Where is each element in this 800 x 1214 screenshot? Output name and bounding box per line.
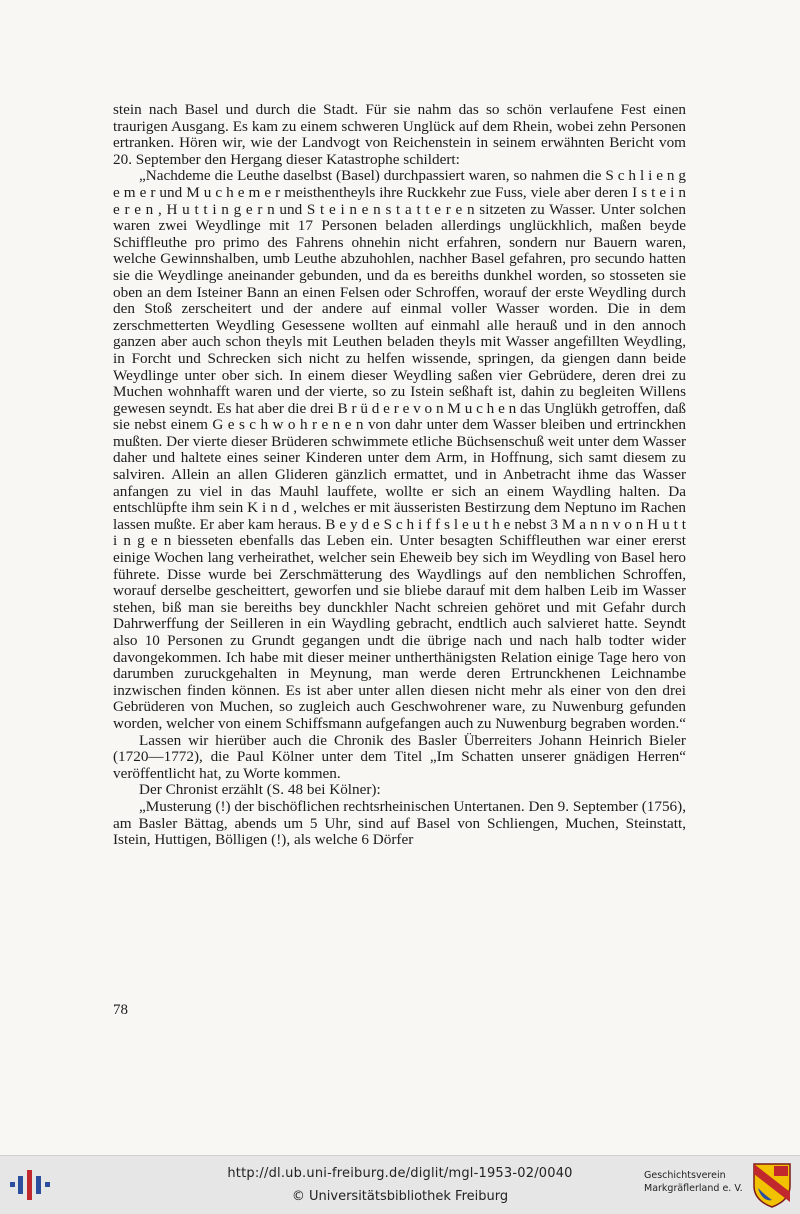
page-number: 78 [113, 1002, 128, 1018]
paragraph-1: stein nach Basel und durch die Stadt. Für sie nahm das so schön verlaufene Fest einen traurigen Ausgang. Es kam zu einem schweren Unglück auf dem Rhein, wobei zehn Personen ertranken. Hören wir, wie der Landvogt von Reichenstein in seinem erwähnten Bericht vom 20. September den Hergang dieser Katastrophe schildert: [113, 101, 686, 168]
copyright-notice: © Universitätsbibliothek Freiburg [291, 1189, 509, 1204]
paragraph-5-quote: „Musterung (!) der bischöflichen rechtsrheinischen Untertanen. Den 9. September (1756), am Basler Bättag, abends um 5 Uhr, sind auf Basel von Schliengen, Muchen, Steinstatt, Istein, Huttigen, Bölligen (!), als welche 6 Dörfer [113, 797, 686, 849]
society-name-line1: Geschichtsverein [644, 1170, 726, 1181]
permalink-url[interactable]: http://dl.ub.uni-freiburg.de/diglit/mgl-1953-02/0040 [227, 1166, 573, 1181]
society-name-line2: Markgräflerland e. V. [644, 1183, 743, 1194]
paragraph-2-quote: „Nachdeme die Leuthe daselbst (Basel) durchpassiert waren, so nahmen die S c h l i e n g e m e r und M u c h e m e r meisthentheyls ihre Ruckkehr zue Fuss, viele aber deren I s t e i n e r e n , H u t t i n g e r n und S t e i n e n s t a t t e r e n sitzeten zu Wasser. Unter solchen waren zwei Weydlinge mit 17 Personen beladen allerdings unglückhlich, maßen beyde Schiffleuthe pro primo des Fahrens ohnehin nicht erfahren, sondern nur Bauern waren, welche Gewinnshalben, umb Leuthe abzuhohlen, nachher Basel gefahren, pro secundo hatten sie die Weydlinge aneinander gebunden, und da es bereiths dunkhel worden, so stosseten sie oben an dem Isteiner Bann an einen Felsen oder Schroffen, worauf der erste Weydling durch den Stoß zerscheitert und der andere auf einmal voller Wasser worden. Die in dem zerschmetterten Weydling Gesessene wollten auf einmahl alle herauß und in den annoch ganzen aber auch schon theyls mit Leuthen beladen theyls mit Wasser angefillten Weydling, in Forcht und Schrecken sich nicht zu helfen wissende, springen, da giengen dann beide Weydlinge unter ober sich. In einem dieser Weydling saßen vier Gebrüdere, deren drei zu Muchen wohnhafft waren und der vierte, so zu Istein seßhaft ist, dahin zu begleiten Willens gewesen seyndt. Es hat aber die drei B r ü d e r e v o n M u c h e n das Unglükh getroffen, daß sie nebst einem G e s c h w o h r e n e n von dahr unter dem Wasser bleiben und ertrinckhen mußten. Der vierte dieser Brüderen schwimmete etliche Büchsenschuß weit unter dem Wasser daher und haltete eines seiner Kinderen unter dem Arm, in Hoffnung, sich samt diesem zu salviren. Allein an allen Glideren gänzlich ermattet, und in Anbetracht ihme das Wasser anfangen zu viel in das Mauhl lauffete, wollte er sich an einem Waydling halten. Da entschlüpfte ihm sein K i n d , welches er mit äusseristen Bestirzung dem Neptuno im Rachen lassen mußte. Er aber kam heraus. B e y d e S c h i f f s l e u t h e nebst 3 M a n n v o n H u t t i n g e n biesseten ebenfalls das Leben ein. Unter besagten Schiffleuthen war einer ererst einige Wochen lang verheirathet, welcher sein Eheweib bey sich im Weydling von Basel hero führete. Disse wurde bei Zerschmätterung des Waydlings auf den nemblichen Schroffen, worauf derselbe gescheittert, geworfen und sie bliebe darauf mit dem halben Leib im Wasser stehen, biß man sie bereiths bey dunckhler Nacht schreien gehöret und mit Gefahr durch Dahrwerffung der Seilleren in ein Waydling gebracht, endtlich auch salvieret hatte. Seyndt also 10 Personen zu Grundt gegangen undt die übrige nach und nach halb todter wider davongekommen. Ich habe mit dieser meiner untherthänigsten Relation einige Tage hero von darumben zuruckgehalten in Meynung, man werde deren Ertrunckhenen Leichnambe inzwischen finden können. Es ist aber unter allen diesen nicht mehr als einer von den drei Gebrüderen von Muchen, so zugleich auch Geschwohrener ware, zu Nuwenburg gefunden worden, welcher von einem Schiffsmann aufgefangen auch zu Nuwenburg begraben worden.“ [113, 167, 686, 732]
paragraph-3: Lassen wir hierüber auch die Chronik des Basler Überreiters Johann Heinrich Bieler (1720—1772), die Paul Kölner unter dem Titel „Im Schatten unserer gnädigen Herren“ veröffentlicht hat, zu Worte kommen. [113, 731, 686, 782]
coat-of-arms-icon [752, 1162, 792, 1208]
viewer-footer [0, 1155, 800, 1214]
paragraph-4: Der Chronist erzählt (S. 48 bei Kölner): [139, 781, 381, 799]
society-name [644, 1169, 748, 1195]
body-text [113, 102, 686, 849]
